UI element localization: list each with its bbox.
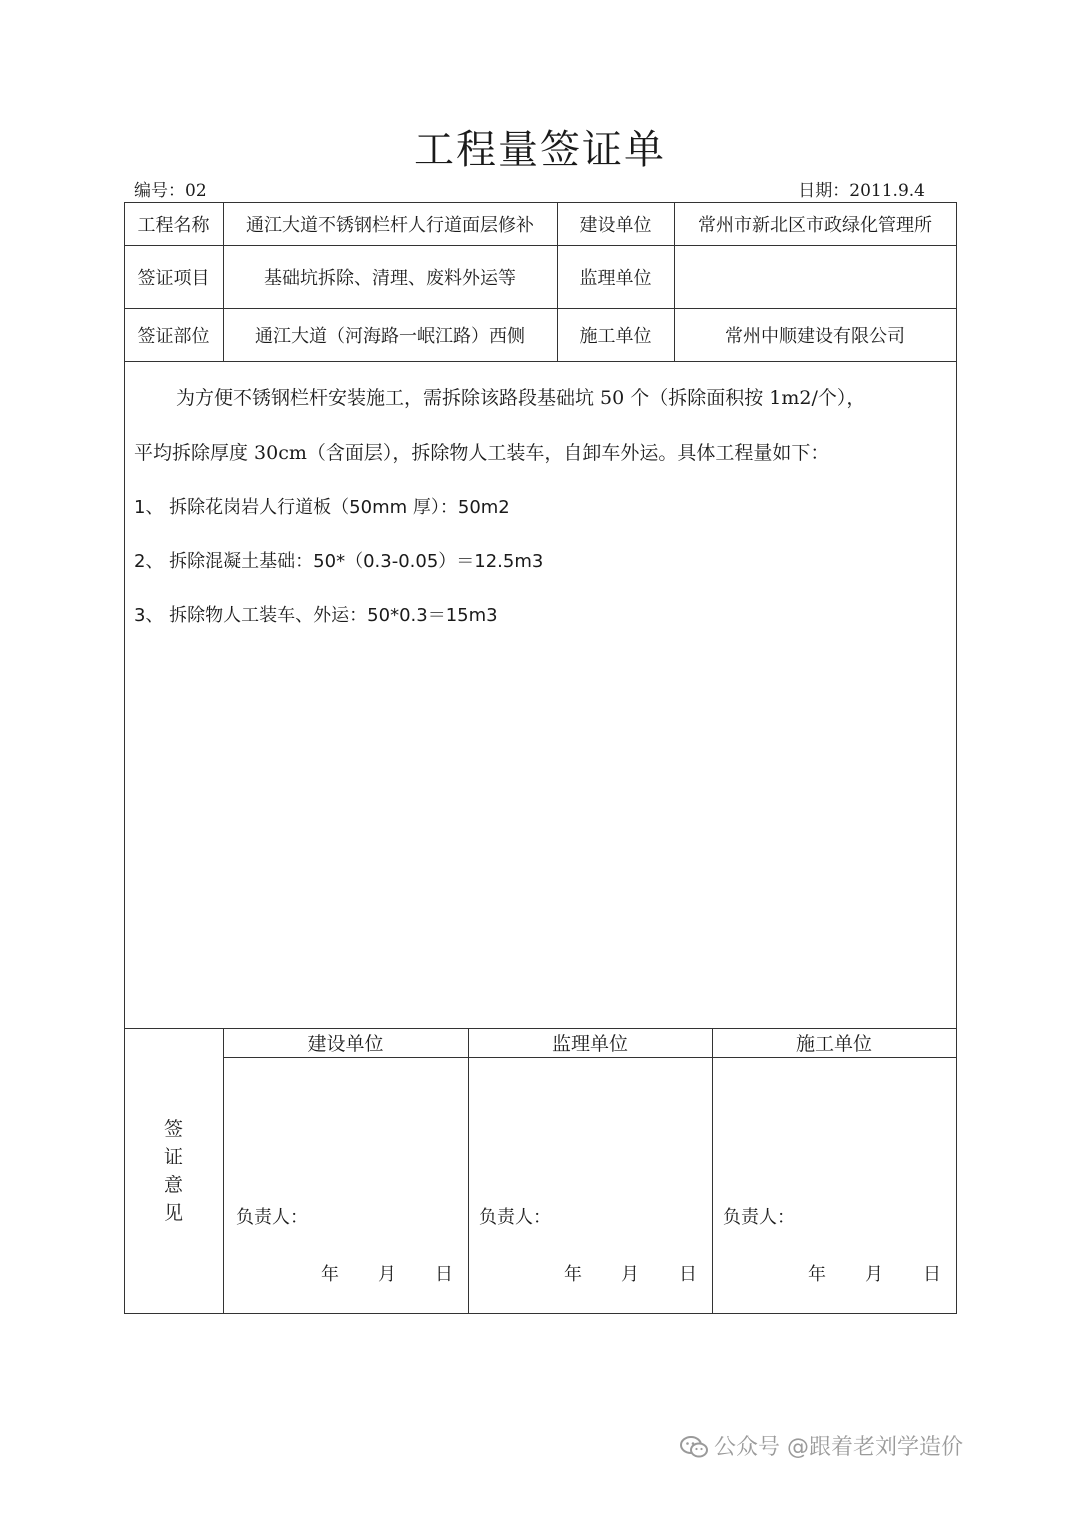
visa-item-value: 基础坑拆除、清理、废料外运等 <box>264 267 516 289</box>
signature-header-contractor: 施工单位 <box>795 1033 872 1055</box>
visa-item-label: 签证项目 <box>137 267 210 289</box>
contractor-date-day: 日 <box>923 1264 941 1285</box>
project-name-value: 通江大道不锈钢栏杆人行道面层修补 <box>246 214 534 236</box>
visa-location-label: 签证部位 <box>137 325 210 347</box>
content-paragraph-line1: 为方便不锈钢栏杆安装施工，需拆除该路段基础坑 50 个（拆除面积按 1m2/个）， <box>176 387 866 409</box>
signature-row-label: 签 证 意 见 <box>163 1118 183 1224</box>
owner-unit-value: 常州市新北区市政绿化管理所 <box>698 214 932 236</box>
owner-unit-label: 建设单位 <box>579 214 652 236</box>
visa-location-value: 通江大道（河海路一岷江路）西侧 <box>255 325 525 347</box>
content-paragraph-line2: 平均拆除厚度 30cm（含面层），拆除物人工装车，自卸车外运。具体工程量如下： <box>134 442 830 464</box>
document-date: 日期：2011.9.4 <box>798 181 925 201</box>
supervisor-date-day: 日 <box>679 1264 697 1285</box>
owner-date-day: 日 <box>435 1264 453 1285</box>
contractor-unit-label: 施工单位 <box>579 325 652 347</box>
watermark-text: 公众号 @跟着老刘学造价 <box>714 1435 963 1460</box>
owner-date-month: 月 <box>378 1264 396 1285</box>
owner-date-year: 年 <box>321 1264 339 1285</box>
content-item: 1、 拆除花岗岩人行道板（50mm 厚）：50m2 <box>134 497 510 518</box>
supervisor-unit-label: 监理单位 <box>579 267 652 289</box>
supervisor-responsible-label: 负责人： <box>479 1207 551 1228</box>
contractor-responsible-label: 负责人： <box>723 1207 795 1228</box>
wechat-icon <box>680 1436 708 1458</box>
document-number: 编号：02 <box>134 181 207 201</box>
contractor-date-month: 月 <box>865 1264 883 1285</box>
watermark <box>680 1430 963 1461</box>
contractor-unit-value: 常州中顺建设有限公司 <box>725 325 905 347</box>
document-title: 工程量签证单 <box>414 127 666 173</box>
content-item: 3、 拆除物人工装车、外运：50*0.3＝15m3 <box>134 605 498 626</box>
signature-header-supervisor: 监理单位 <box>551 1033 628 1055</box>
owner-responsible-label: 负责人： <box>236 1207 308 1228</box>
content-item: 2、 拆除混凝土基础：50*（0.3-0.05）＝12.5m3 <box>134 551 544 572</box>
project-name-label: 工程名称 <box>137 214 210 236</box>
supervisor-unit-value <box>674 245 956 308</box>
supervisor-date-month: 月 <box>621 1264 639 1285</box>
contractor-date-year: 年 <box>808 1264 826 1285</box>
supervisor-date-year: 年 <box>564 1264 582 1285</box>
signature-header-owner: 建设单位 <box>307 1033 384 1055</box>
